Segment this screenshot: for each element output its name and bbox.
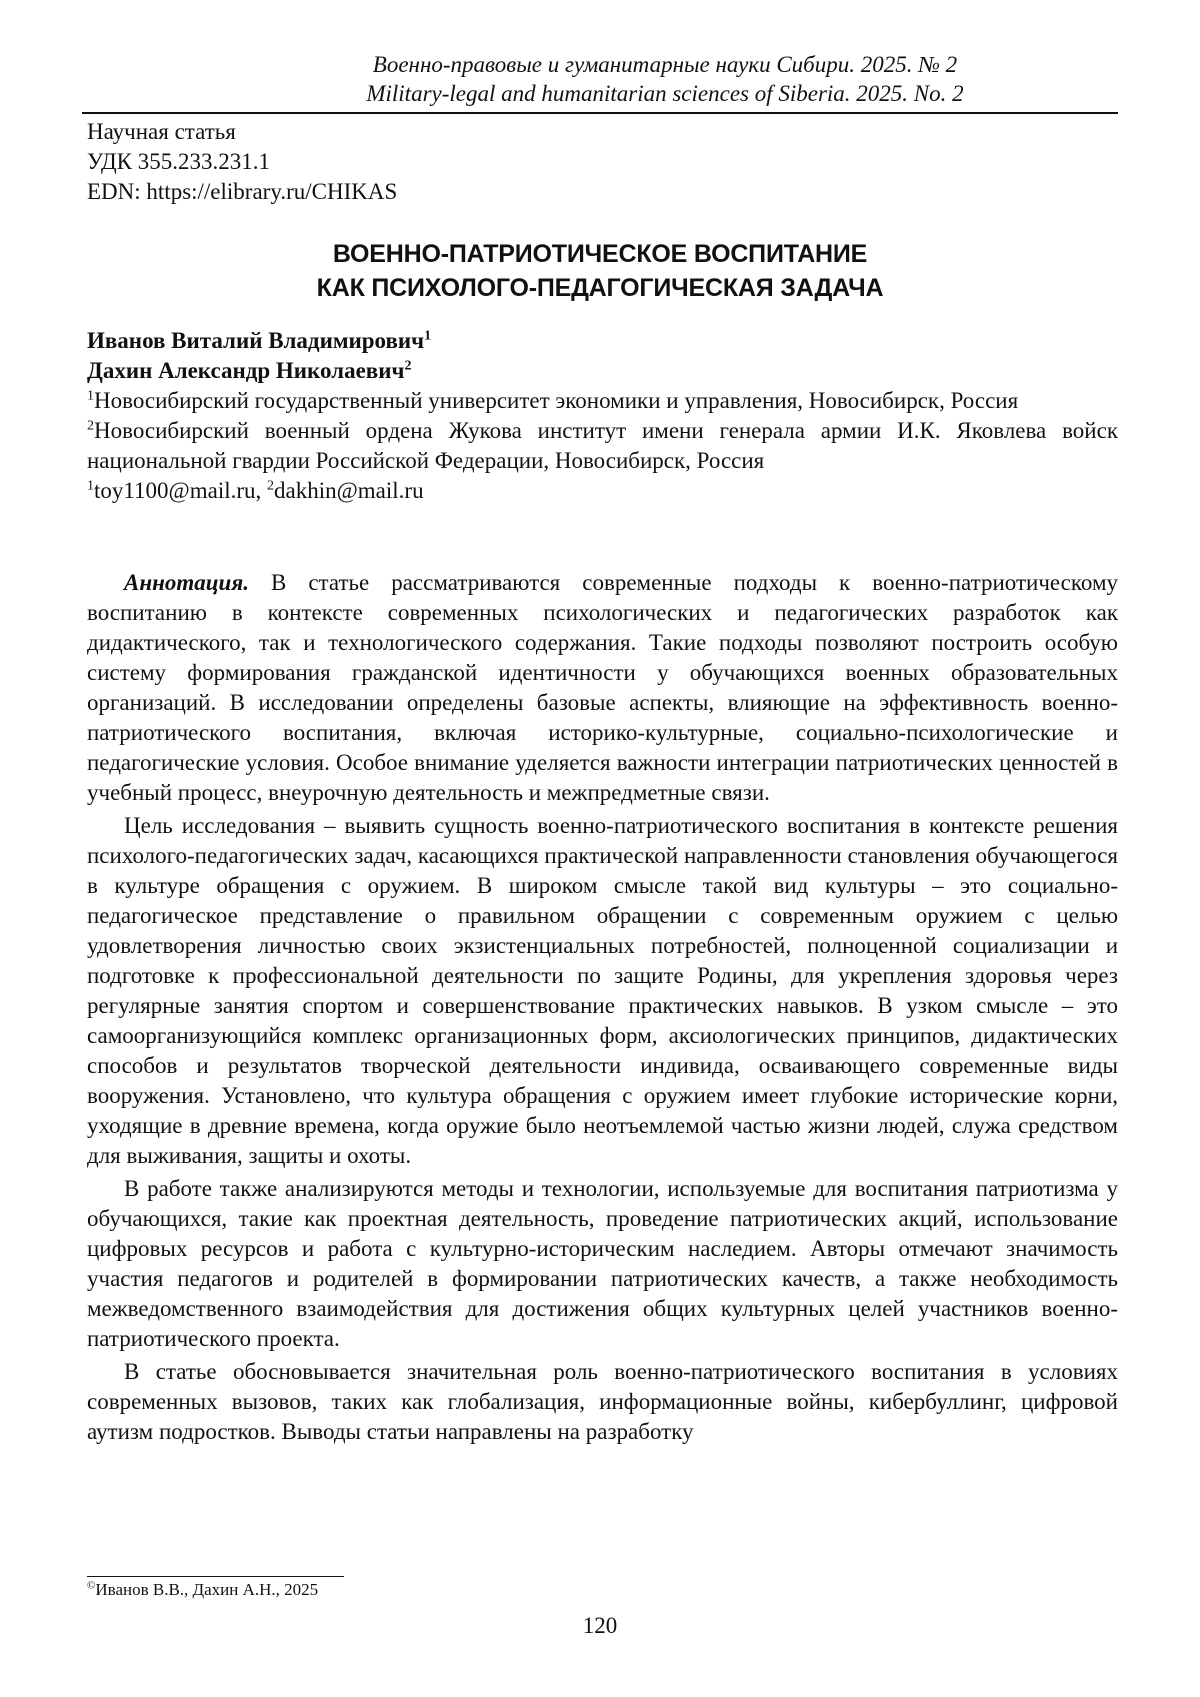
title-line: ВОЕННО-ПАТРИОТИЧЕСКОЕ ВОСПИТАНИЕ — [332, 240, 868, 268]
journal-title-en: Military-legal and humanitarian sciences of Siberia. 2025. No. 2 — [366, 81, 964, 106]
title-line: КАК ПСИХОЛОГО-ПЕДАГОГИЧЕСКАЯ ЗАДАЧА — [316, 274, 884, 302]
abstract-paragraph: Цель исследования – выявить сущность военно-патриотического воспитания в контексте решения психолого-педагогических задач, касающихся практической направленности становления обучающегося в культуре обращения с оружием. В широком смысле такой вид культуры – это социально-педагогическое представление о правильном обращении с современным оружием с целью удовлетворения личностью своих экзистенциальных потребностей, полноценной социализации и подготовке к профессиональной деятельности по защите Родины, для укрепления здоровья через регулярные занятия спортом и совершенствование практических навыков. В узком смысле – это самоорганизующийся комплекс организационных форм, аксиологических принципов, дидактических способов и результатов творческой деятельности индивида, осваивающего современные виды вооружения. Установлено, что культура обращения с оружием имеет глубокие исторические корни, уходящие в древние времена, когда оружие было неотъемлемой частью жизни людей, служа средством для выживания, защиты и охоты. — [87, 813, 1118, 1168]
abstract-label: Аннотация. — [124, 570, 249, 595]
abstract-paragraph: Аннотация. В статье рассматриваются современные подходы к военно-патриотическому воспитанию в контексте современных психологических и педагогических разработок как дидактического, так и технологического содержания. Такие подходы позволяют построить особую систему формирования гражданской идентичности у обучающихся военных образовательных организаций. В исследовании определены базовые аспекты, влияющие на эффективность военно-патриотического воспитания, включая историко-культурные, социально-психологические и педагогические условия. Особое внимание уделяется важности интеграции патриотических ценностей в учебный процесс, внеурочную деятельность и межпредметные связи. — [87, 570, 1119, 805]
page-number: 120 — [582, 1613, 618, 1638]
affiliation: $^2$Новосибирский военный ордена Жукова институт имени генерала армии И.К. Яковлева войск национальной гвардии Российской Федерации, Новосибирск, Россия — [87, 418, 1118, 473]
article-meta — [87, 117, 397, 207]
running-header — [82, 50, 1118, 108]
article-title — [82, 237, 1118, 305]
edn-link[interactable]: EDN: https://elibrary.ru/CHIKAS — [87, 179, 398, 204]
author-mark: 2 — [404, 358, 412, 374]
author-mark: 1 — [424, 328, 432, 344]
journal-title-ru: Военно-правовые и гуманитарные науки Сибири. 2025. № 2 — [372, 52, 958, 77]
udc-code: УДК 355.233.231.1 — [87, 149, 270, 174]
affiliation-mark: 1 — [87, 388, 94, 404]
author-name: Дахин Александр Николаевич$^2$ — [87, 358, 412, 383]
email-link[interactable]: toy1100@mail.ru — [94, 478, 256, 503]
email-link[interactable]: dakhin@mail.ru — [274, 478, 424, 503]
footnote-rule — [87, 1576, 344, 1577]
header-rule — [82, 112, 1118, 114]
copyright-footnote: ©Иванов В.В., Дахин А.Н., 2025 — [87, 1579, 319, 1599]
abstract — [87, 568, 1118, 1447]
authors-block — [87, 326, 1118, 506]
abstract-paragraph: В статье обосновывается значительная роль военно-патриотического воспитания в условиях современных вызовов, таких как глобализация, информационные войны, кибербуллинг, цифровой аутизм подростков. Выводы статьи направлены на разработку — [87, 1359, 1118, 1444]
author-name: Иванов Виталий Владимирович$^1$ — [87, 328, 432, 353]
article-type: Научная статья — [87, 119, 236, 144]
affiliation: $^1$Новосибирский государственный университет экономики и управления, Новосибирск, Россия — [87, 388, 1019, 413]
abstract-paragraph: В работе также анализируются методы и технологии, используемые для воспитания патриотизма у обучающихся, такие как проектная деятельность, проведение патриотических акций, использование цифровых ресурсов и работа с культурно-историческим наследием. Авторы отмечают значимость участия педагогов и родителей в формировании патриотических качеств, а также необходимость межведомственного взаимодействия для достижения общих культурных целей участников военно-патриотического проекта. — [87, 1176, 1118, 1351]
emails: $^1$toy1100@mail.ru, $^2$dakhin@mail.ru — [87, 478, 424, 503]
affiliation-mark: 2 — [87, 418, 94, 434]
